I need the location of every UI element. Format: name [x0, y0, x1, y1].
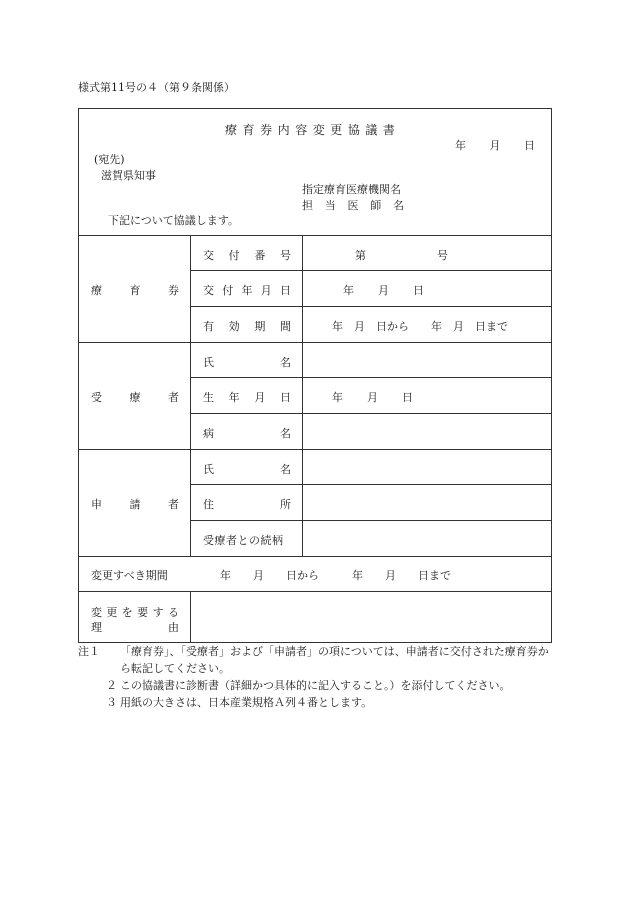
divider	[78, 556, 552, 557]
reason-label-line1: 変 更 を 要 す る	[91, 606, 179, 619]
field-label-birth-date: 生 年 月 日	[203, 391, 291, 404]
field-birth-date[interactable]: 年 月 日	[332, 391, 413, 404]
note-item	[106, 694, 552, 711]
note-item	[78, 643, 552, 677]
change-period-label: 変更すべき期間	[91, 569, 168, 582]
divider	[190, 484, 552, 485]
field-label-address: 住 所	[203, 498, 291, 511]
field-validity-period[interactable]: 年 月 日から 年 月 日まで	[332, 320, 508, 333]
column-divider	[302, 235, 303, 556]
divider	[78, 235, 552, 236]
divider	[190, 306, 552, 307]
field-label-issue-date: 交 付 年 月 日	[203, 284, 291, 297]
note-text: 用紙の大きさは、日本産業規格Ａ列４番とします。	[120, 696, 373, 709]
field-label-issue-number: 交 付 番 号	[203, 249, 291, 262]
divider	[78, 449, 552, 450]
field-label-relationship: 受療者との続柄	[203, 534, 284, 547]
column-divider	[190, 235, 191, 556]
reason-label-line2: 理 由	[91, 621, 179, 634]
note-text: この協議書に診断書（詳細かつ具体的に記入すること。）を添付してください。	[120, 679, 511, 692]
divider	[190, 270, 552, 271]
divider	[78, 342, 552, 343]
section-label-patient: 受 療 者	[91, 391, 179, 404]
divider	[190, 377, 552, 378]
note-number: ３	[106, 696, 117, 709]
form-number-label: 様式第11号の４（第９条関係）	[78, 81, 235, 94]
section-label-applicant: 申 請 者	[91, 498, 179, 511]
institution-name-label: 指定療育医療機関名	[302, 183, 401, 196]
note-text: 「療育券」、「受療者」および「申請者」の項については、申請者に交付された療育券から転記してください。	[120, 645, 549, 675]
divider	[78, 591, 552, 592]
date-field[interactable]: 年 月 日	[455, 139, 535, 152]
field-label-patient-name: 氏 名	[203, 356, 291, 369]
addressee: 滋賀県知事	[101, 169, 156, 182]
field-issue-number[interactable]: 第 号	[355, 249, 448, 262]
form-title: 療 育 券 内 容 変 更 協 議 書	[225, 123, 395, 137]
note-item	[106, 677, 552, 694]
note-number: ２	[106, 679, 117, 692]
doctor-name-label: 担 当 医 師 名	[302, 199, 404, 212]
field-change-period[interactable]: 年 月 日から 年 月 日まで	[220, 569, 451, 582]
field-label-applicant-name: 氏 名	[203, 463, 291, 476]
field-label-validity-period: 有 効 期 間	[203, 320, 291, 333]
addressee-label: (宛先)	[94, 153, 125, 166]
field-issue-date[interactable]: 年 月 日	[343, 284, 424, 297]
divider	[190, 413, 552, 414]
section-label-ticket: 療 育 券	[91, 284, 179, 297]
column-divider	[190, 591, 191, 643]
intro-text: 下記について協議します。	[108, 214, 239, 227]
notes-section	[78, 643, 552, 711]
field-label-disease-name: 病 名	[203, 427, 291, 440]
note-number: 注１	[78, 645, 100, 658]
divider	[190, 520, 552, 521]
